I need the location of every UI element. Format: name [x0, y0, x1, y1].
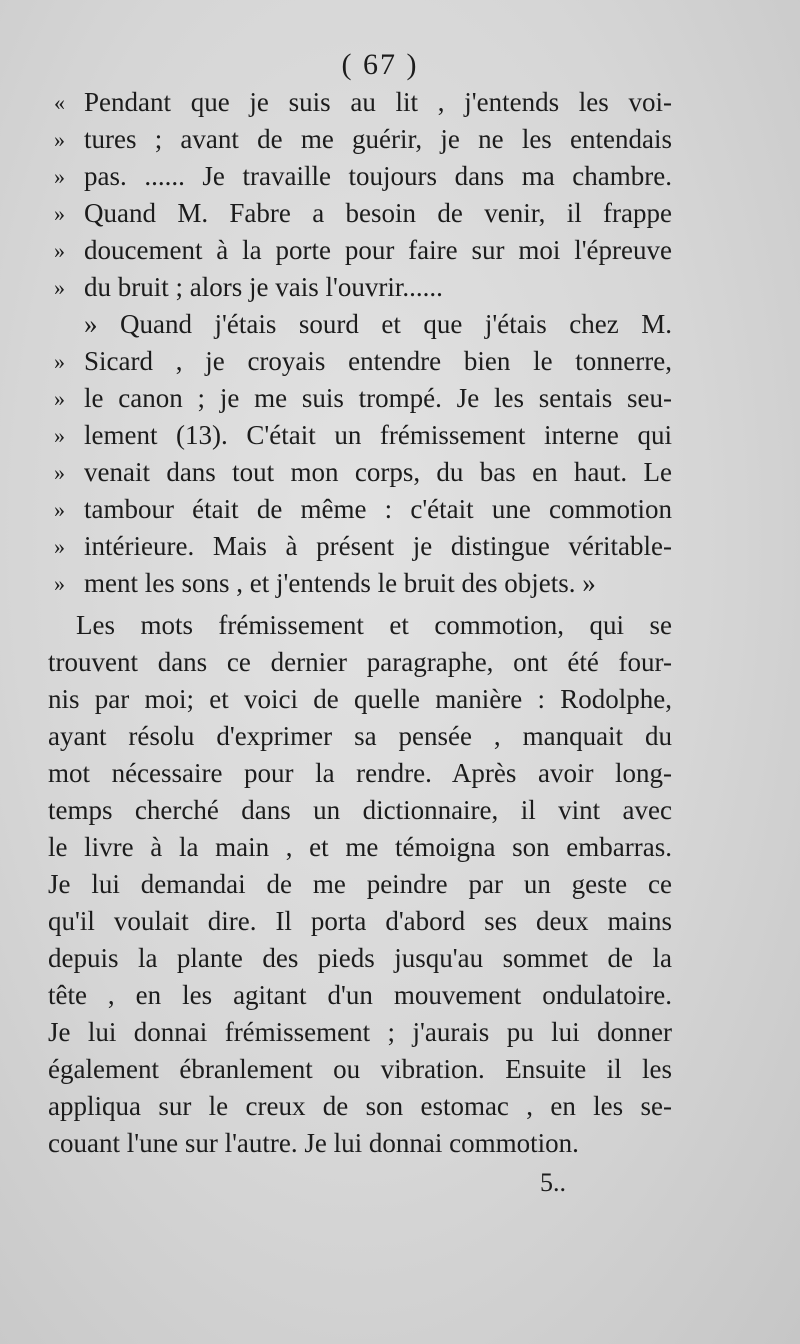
quote-line-text: intérieure. Mais à présent je distingue véritable- — [84, 531, 672, 561]
prose-line: ayant résolu d'exprimer sa pensée , manquait du — [48, 721, 672, 751]
quote-continuation-mark: » — [54, 534, 65, 559]
quote-line — [48, 417, 672, 454]
page-number: ( 67 ) — [341, 48, 419, 81]
quote-continuation-mark: » — [54, 127, 65, 152]
prose-line: temps cherché dans un dictionnaire, il vint avec — [48, 795, 672, 825]
quote-line-text: Pendant que je suis au lit , j'entends les voi- — [84, 87, 672, 117]
quote-continuation-mark: » — [54, 386, 65, 411]
prose-line: depuis la plante des pieds jusqu'au sommet de la — [48, 943, 672, 973]
quote-line — [48, 491, 672, 528]
quoted-passage — [48, 84, 672, 602]
quote-line-text: du bruit ; alors je vais l'ouvrir...... — [84, 272, 443, 302]
quote-continuation-mark: » — [54, 423, 65, 448]
quote-line — [48, 343, 672, 380]
quote-continuation-mark: » — [54, 164, 65, 189]
prose-line: trouvent dans ce dernier paragraphe, ont été four- — [48, 647, 672, 677]
prose-line: également ébranlement ou vibration. Ensuite il les — [48, 1054, 672, 1084]
quote-continuation-mark: » — [54, 201, 65, 226]
quote-line-text: venait dans tout mon corps, du bas en haut. Le — [84, 457, 672, 487]
prose-line: tête , en les agitant d'un mouvement ondulatoire. — [48, 980, 672, 1010]
quote-continuation-mark: » — [54, 460, 65, 485]
quote-line — [48, 380, 672, 417]
prose-line: Je lui donnai frémissement ; j'aurais pu lui donner — [48, 1017, 672, 1047]
quote-line-text: le canon ; je me suis trompé. Je les sentais seu- — [84, 383, 672, 413]
quote-line-text: tures ; avant de me guérir, je ne les entendais — [84, 124, 672, 154]
prose-line: appliqua sur le creux de son estomac , en les se- — [48, 1091, 672, 1121]
quote-continuation-mark: » — [54, 349, 65, 374]
quote-line — [48, 121, 672, 158]
prose-line: qu'il voulait dire. Il porta d'abord ses deux mains — [48, 906, 672, 936]
prose-line: Les mots frémissement et commotion, qui se — [76, 610, 672, 640]
signature-mark: 5.. — [540, 1168, 566, 1197]
quote-line — [48, 269, 672, 306]
quote-line-text: doucement à la porte pour faire sur moi l'épreuve — [84, 235, 672, 265]
quote-line-text: lement (13). C'était un frémissement interne qui — [84, 420, 672, 450]
quote-line — [48, 232, 672, 269]
prose-line: mot nécessaire pour la rendre. Après avoir long- — [48, 758, 672, 788]
quote-open-mark: « — [54, 90, 65, 115]
quote-line — [48, 528, 672, 565]
quote-line-text: Sicard , je croyais entendre bien le tonnerre, — [84, 346, 672, 376]
prose-line: nis par moi; et voici de quelle manière : Rodolphe, — [48, 684, 672, 714]
quote-continuation-mark: » — [54, 571, 65, 596]
quote-line — [48, 84, 672, 121]
quote-line — [48, 158, 672, 195]
quote-continuation-mark: » — [54, 275, 65, 300]
quote-continuation-mark: » — [54, 238, 65, 263]
quote-continuation-mark: » — [54, 497, 65, 522]
prose-line: le livre à la main , et me témoigna son embarras. — [48, 832, 672, 862]
body-paragraph — [48, 607, 672, 1162]
quote-line-text: pas. ...... Je travaille toujours dans ma chambre. — [84, 161, 672, 191]
prose-line: couant l'une sur l'autre. Je lui donnai commotion. — [48, 1128, 579, 1158]
quote-line-text: ment les sons , et j'entends le bruit des objets. » — [84, 568, 596, 598]
quote-line-text: Quand M. Fabre a besoin de venir, il frappe — [84, 198, 672, 228]
quote-line — [48, 454, 672, 491]
prose-line: Je lui demandai de me peindre par un geste ce — [48, 869, 672, 899]
quote-line — [48, 195, 672, 232]
quote-line — [48, 306, 672, 343]
quote-line-text: » Quand j'étais sourd et que j'étais chez M. — [84, 309, 672, 339]
quote-line-text: tambour était de même : c'était une commotion — [84, 494, 672, 524]
quote-line — [48, 565, 672, 602]
